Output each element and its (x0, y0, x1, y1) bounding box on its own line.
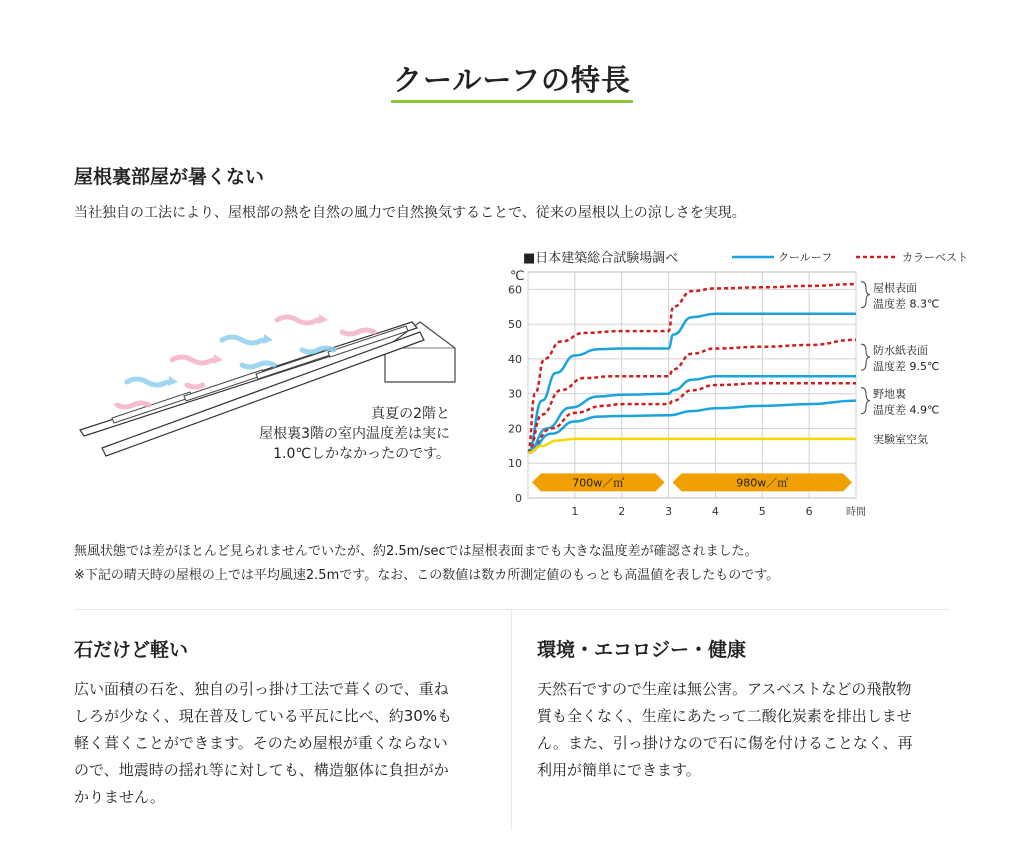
section2-line: ので、地震時の揺れ等に対しても、構造躯体に負担がか (74, 761, 449, 779)
section2-line: しろが少なく、現在普及している平瓦に比べ、約30%も (74, 707, 453, 725)
section3-line: 天然石ですので生産は無公害。アスベストなどの飛散物 (537, 680, 912, 698)
section1-heading: 屋根裏部屋が暑くない (74, 166, 265, 188)
note-2: ※下記の晴天時の屋根の上では平均風速2.5mです。なお、この数値は数カ所測定値のもっとも高温値を表したものです。 (74, 568, 780, 583)
x-tick-label: 3 (665, 505, 673, 518)
y-axis-label: ℃ (510, 269, 525, 284)
roof-illustration (72, 300, 462, 470)
y-tick-label: 20 (508, 422, 522, 436)
section3-heading: 環境・エコロジー・健康 (537, 639, 747, 661)
x-tick-label: 6 (805, 505, 813, 518)
y-tick-label: 0 (515, 492, 522, 505)
section3-line: 質も全くなく、生産にあたって二酸化炭素を排出しませ (537, 707, 912, 725)
caption-line-1: 真夏の2階と (371, 406, 450, 422)
x-axis-label: 時間 (846, 507, 866, 518)
x-tick-label: 4 (711, 505, 719, 518)
legend-label: クールーフ (778, 251, 833, 264)
section2-heading: 石だけど軽い (74, 639, 189, 661)
x-tick-label: 5 (758, 505, 766, 518)
chart-phases (532, 473, 852, 491)
annotation-value: 温度差 4.9℃ (873, 403, 940, 417)
y-tick-label: 50 (508, 318, 522, 332)
section2-line: 軽く葺くことができます。そのため屋根が重くならない (74, 734, 448, 752)
annotation-label: 屋根表面 (873, 281, 917, 295)
section2-line: 広い面積の石を、独自の引っ掛け工法で葺くので、重ね (74, 680, 449, 698)
annotation-brace (861, 282, 870, 308)
annotation-label: 実験室空気 (873, 432, 928, 446)
section3-line: 利用が簡単にできます。 (537, 761, 701, 779)
chart-title: ■日本建築総合試験場調べ (523, 251, 679, 266)
page-title: クールーフの特長 (393, 63, 631, 97)
y-tick-label: 40 (508, 352, 522, 366)
phase-label: 980w／㎡ (736, 476, 789, 490)
section2-body (74, 676, 452, 811)
annotation-label: 防水紙表面 (873, 344, 928, 358)
annotation-label: 野地裏 (873, 387, 906, 401)
y-tick-label: 60 (508, 283, 522, 297)
chart-legend (732, 251, 968, 264)
annotation-brace (861, 388, 870, 414)
section1-lead: 当社独自の工法により、屋根部の熱を自然の風力で自然換気することで、従来の屋根以上の涼しさを実現。 (74, 205, 746, 221)
plot-area (528, 272, 856, 498)
section-divider (74, 609, 950, 610)
section2-line: かりません。 (74, 788, 165, 806)
caption-line-3: 1.0℃しかなかったのです。 (273, 446, 450, 462)
title-underline (391, 100, 633, 103)
annotation-brace (861, 344, 870, 370)
temperature-chart (500, 240, 968, 522)
annotation-value: 温度差 9.5℃ (873, 360, 940, 374)
phase-label: 700w／㎡ (572, 476, 625, 490)
caption-line-2: 屋根裏3階の室内温度差は実に (259, 426, 450, 442)
chart-grid (528, 272, 856, 498)
annotation-value: 温度差 8.3℃ (873, 297, 940, 311)
section3-body (537, 676, 913, 784)
x-tick-label: 1 (571, 505, 579, 518)
y-tick-label: 30 (508, 387, 522, 401)
legend-label: カラーベスト (902, 251, 968, 264)
y-tick-label: 10 (508, 457, 522, 471)
note-1: 無風状態では差がほとんど見られませんでいたが、約2.5m/secでは屋根表面までも大きな温度差が確認されました。 (74, 544, 758, 559)
chart-annotations (861, 281, 939, 446)
section3-line: ん。また、引っ掛けなので石に傷を付けることなく、再 (537, 734, 913, 752)
x-tick-label: 2 (618, 505, 626, 518)
column-divider (511, 610, 512, 830)
